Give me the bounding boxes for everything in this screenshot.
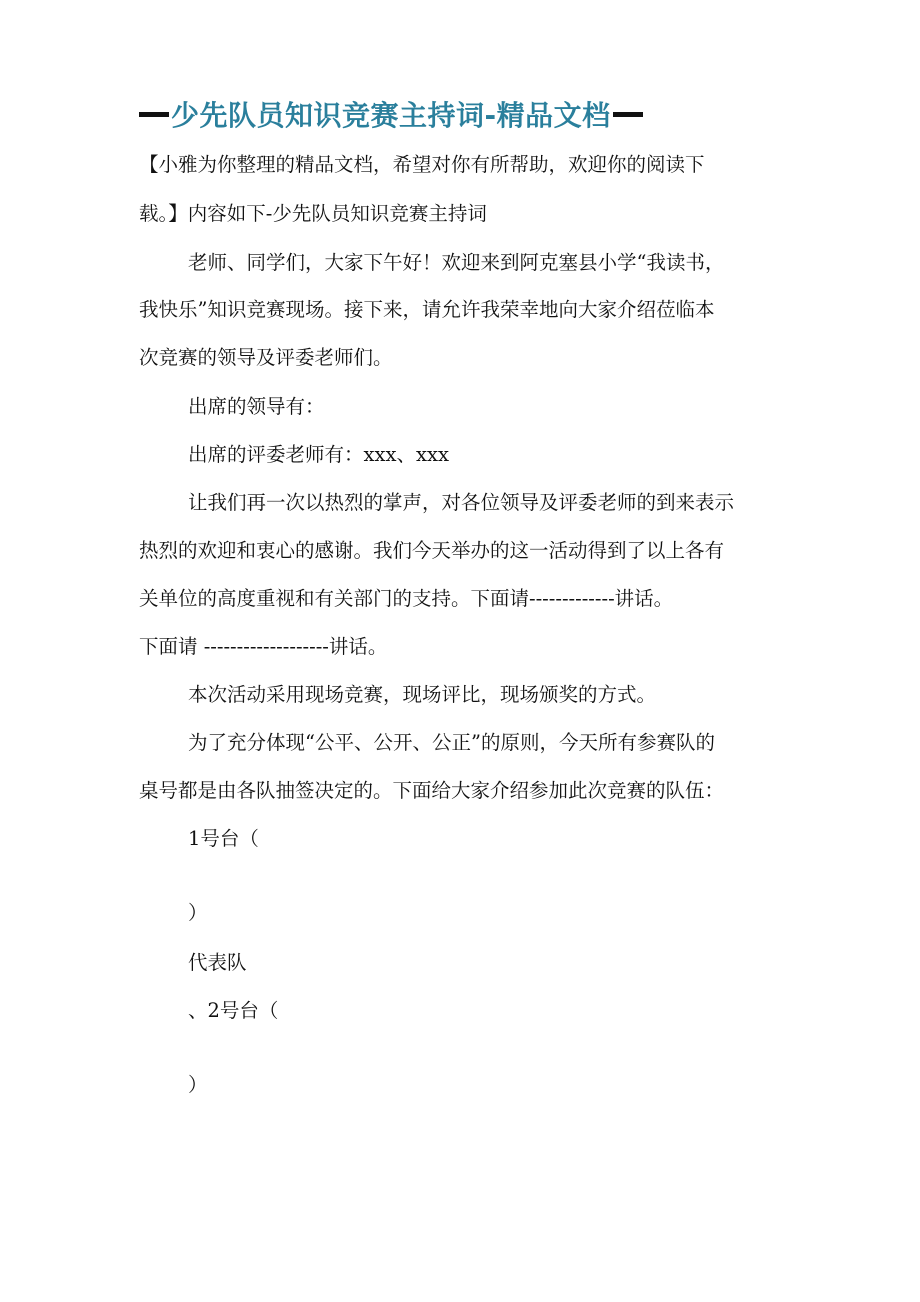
paragraph-line: 次竞赛的领导及评委老师们。 — [139, 346, 393, 369]
paragraph-line: 代表队 — [188, 951, 247, 974]
paragraph-line: 让我们再一次以热烈的掌声，对各位领导及评委老师的到来表示 — [188, 491, 735, 514]
document-title — [137, 92, 797, 136]
title-left-dash — [139, 112, 169, 117]
paragraph-line: 为了充分体现“公平、公开、公正”的原则，今天所有参赛队的 — [188, 731, 715, 754]
intro-line-1: 【小雅为你整理的精品文档，希望对你有所帮助，欢迎你的阅读下 — [139, 153, 705, 176]
paragraph-line: ） — [188, 901, 208, 924]
paragraph-line: 关单位的高度重视和有关部门的支持。下面请-------------讲话。 — [139, 587, 674, 610]
title-text: 少先队员知识竞赛主持词-精品文档 — [171, 99, 611, 132]
paragraph-line: 、2号台（ — [188, 999, 279, 1022]
paragraph-line: 桌号都是由各队抽签决定的。下面给大家介绍参加此次竞赛的队伍： — [139, 779, 725, 802]
paragraph-line: 我快乐”知识竞赛现场。接下来，请允许我荣幸地向大家介绍莅临本 — [139, 298, 715, 321]
paragraph-line: 出席的评委老师有：xxx、xxx — [188, 443, 449, 466]
paragraph-line: 1号台（ — [188, 827, 259, 850]
paragraph-line: 本次活动采用现场竞赛，现场评比，现场颁奖的方式。 — [188, 683, 657, 706]
paragraph-line: 出席的领导有： — [188, 395, 325, 418]
paragraph-line: ） — [188, 1073, 208, 1096]
paragraph-line: 下面请 -------------------讲话。 — [139, 635, 388, 658]
intro-line-2: 载。】内容如下-少先队员知识竞赛主持词 — [139, 202, 487, 225]
paragraph-line: 热烈的欢迎和衷心的感谢。我们今天举办的这一活动得到了以上各有 — [139, 539, 725, 562]
title-right-dash — [613, 112, 643, 117]
paragraph-line: 老师、同学们，大家下午好！欢迎来到阿克塞县小学“我读书， — [188, 251, 725, 274]
